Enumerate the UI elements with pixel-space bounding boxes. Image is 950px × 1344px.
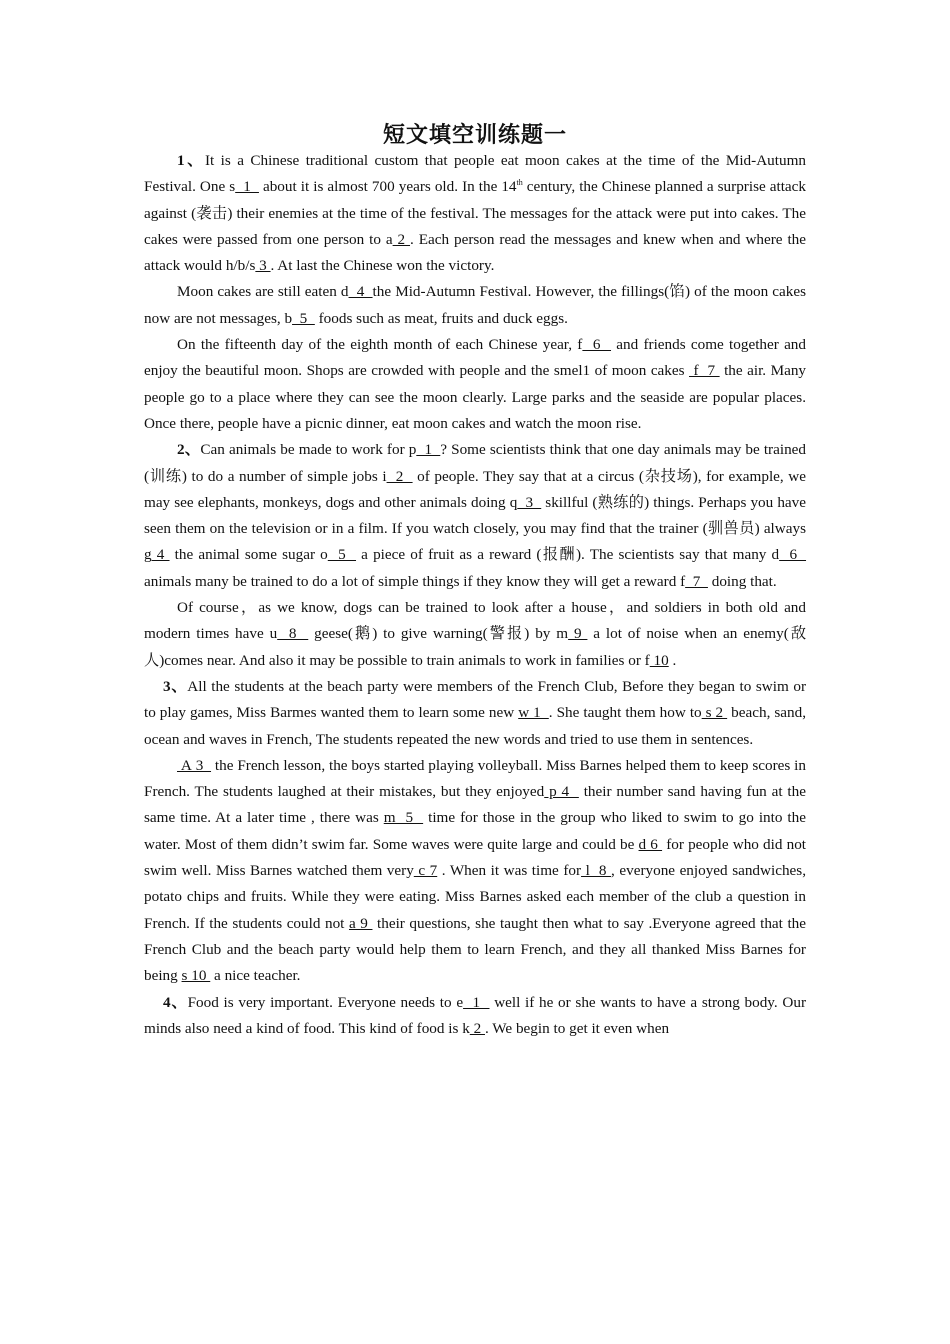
passage-1-paragraph (144, 148, 806, 279)
text-run: . Each person read the messages and knew when and where the attack would h/b/s (144, 230, 807, 275)
blank-field: m 5 (383, 809, 424, 827)
blank-field: A 3 (177, 756, 212, 774)
blank-field: 3 (517, 493, 542, 511)
text-run: of people. They say that at a circus (杂技场), for example, we may see elephants, monkeys, dogs and other animals doing q (144, 467, 807, 511)
blank-field: 1 (416, 441, 441, 459)
text-run: doing that. (707, 572, 777, 590)
blank-field: 9 (568, 625, 588, 643)
text-run: foods such as meat, fruits and duck eggs. (314, 309, 568, 327)
text-run: animals many be trained to do a lot of simple things if they know they will get a reward f (144, 572, 686, 590)
text-run: the air. Many people go to a place where they can see the moon clearly. Large parks and the seaside are popular places. Once there, people have a picnic dinner, eat moon cakes and watch the moon rise. (144, 362, 807, 432)
text-run: ? Some scientists think that one day animals may be trained (训练) to do a number of simple jobs i (144, 441, 807, 485)
blank-field: 2 (392, 230, 411, 248)
blank-field: c 7 (413, 862, 438, 880)
blank-field: a 9 (348, 914, 373, 932)
blank-field: 1 (463, 993, 490, 1011)
passage-1-paragraph (144, 279, 806, 332)
text-run: All the students at the beach party were members of the French Club, Before they began to swim or to play games, Miss Barmes wanted them to learn some new (144, 677, 806, 722)
text-run: . We begin to get it even when (484, 1019, 670, 1037)
text-run: skillful (熟练的) things. Perhaps you have seen them on the television or in a film. If you watch closely, you may find that the trainer (驯兽员) always g (144, 493, 806, 564)
text-run: . When it was time for (437, 862, 582, 880)
blank-field: 6 (779, 546, 807, 564)
document-page (144, 118, 806, 1042)
text-run: geese(鹅) to give warning(警报) by m (308, 625, 569, 643)
text-run: , everyone enjoyed sandwiches, potato chips and fruits. While they were eating. Miss Barnes asked each member of the club a question in French. If the students could not (144, 862, 806, 932)
text-run: It is a Chinese traditional custom that people eat moon cakes at the time of the Mid-Autumn Festival. One s (144, 152, 806, 196)
blank-field: 10 (649, 651, 669, 669)
text-run: the Mid-Autumn Festival. However, the fillings(馅) of the moon cakes now are not messages, b (144, 283, 806, 327)
blank-field: 3 (255, 257, 271, 275)
text-run: . She taught them how to (548, 704, 702, 722)
blank-field: 2 (386, 467, 413, 485)
passage-3-paragraph (144, 674, 806, 753)
text-run: the French lesson, the boys started playing volleyball. Miss Barnes helped them to keep scores in French. The students laughed at their mistakes, but they enjoyed (144, 756, 806, 801)
blank-field: s 10 (181, 967, 211, 985)
question-number: 4、 (163, 993, 188, 1011)
blank-field: 1 (235, 178, 259, 196)
passage-2-paragraph (144, 437, 806, 595)
blank-field: 2 (469, 1019, 485, 1037)
text-run: Moon cakes are still eaten d (177, 283, 349, 301)
text-run: Can animals be made to work for p (200, 441, 417, 459)
page-title: 短文填空训练题一 (382, 122, 567, 147)
document-body (144, 148, 806, 1042)
text-run: . (668, 651, 677, 669)
text-run: the animal some sugar o (169, 546, 328, 564)
text-run: a nice teacher. (210, 967, 301, 985)
text-run: well if he or she wants to have a strong body. Our minds also need a kind of food. This kind of food is k (144, 993, 807, 1037)
text-run: their questions, she taught then what to say .Everyone agreed that the French Club and the beach party would help them to learn French, and they all thanked Miss Barnes for being (144, 914, 806, 985)
question-number: 1、 (177, 152, 205, 169)
text-run: a lot of noise when an enemy(敌人)comes near. And also it may be possible to train animals to work in families or f (144, 625, 807, 669)
text-run: Of course，as we know, dogs can be trained to look after a house，and soldiers in both old and modern times have u (144, 599, 806, 643)
text-run: On the fifteenth day of the eighth month of each Chinese year, f (177, 336, 583, 354)
blank-field: 7 (685, 572, 708, 590)
text-run: beach, sand, ocean and waves in French, The students repeated the new words and tried to use them in sentences. (144, 704, 806, 748)
text-run: and friends come together and enjoy the beautiful moon. Shops are crowded with people and the smel1 of moon cakes (144, 336, 806, 380)
blank-field: 4 (348, 283, 373, 301)
blank-field: d 6 (638, 835, 663, 853)
blank-field: 8 (277, 625, 309, 643)
question-number: 2、 (177, 441, 201, 459)
blank-field: 5 (292, 309, 315, 327)
passage-3-paragraph (144, 753, 806, 990)
passage-4-paragraph (144, 990, 806, 1043)
blank-field: p 4 (544, 783, 579, 801)
text-run: century, the Chinese planned a surprise attack against (袭击) their enemies at the time of the festival. The messages for the attack were put into cakes. The cakes were passed from one person to a (144, 178, 807, 248)
blank-field: 4 (151, 546, 170, 564)
question-number: 3、 (163, 677, 188, 695)
superscript: th (516, 178, 523, 188)
passage-1-paragraph (144, 332, 806, 437)
text-run: about it is almost 700 years old. In the 14 (258, 178, 517, 196)
text-run: for people who did not swim well. Miss Barnes watched them very (144, 835, 807, 880)
text-run: Food is very important. Everyone needs to e (187, 993, 464, 1011)
blank-field: 6 (582, 336, 612, 354)
blank-field: s 2 (701, 704, 728, 722)
text-run: their number sand having fun at the same time. At a later time , there was (144, 783, 806, 827)
text-run: a piece of fruit as a reward (报酬). The scientists say that many d (356, 546, 780, 564)
blank-field: 5 (327, 546, 357, 564)
text-run: time for those in the group who liked to swim to go into the water. Most of them didn’t swim far. Some waves were quite large and could be (144, 809, 806, 853)
text-run: . At last the Chinese won the victory. (270, 257, 495, 275)
blank-field: f 7 (689, 362, 720, 380)
blank-field: w 1 (518, 704, 549, 722)
passage-2-paragraph (144, 595, 806, 674)
blank-field: l 8 (581, 862, 612, 880)
